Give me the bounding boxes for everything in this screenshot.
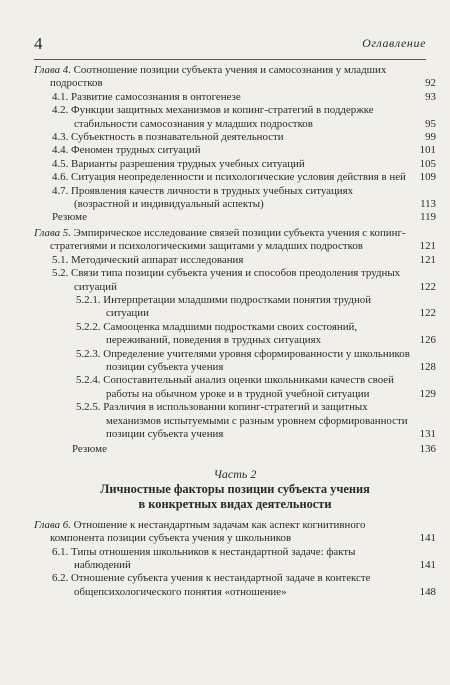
toc-entry — [34, 572, 436, 599]
toc-page-number: 122 — [419, 280, 436, 293]
toc-entry — [34, 443, 436, 456]
entry-text: Отношение к нестандартным задачам как аспект когнитивного компонента позиции субъекта учения у школьников — [50, 518, 366, 545]
entry-text: 4.2. Функции защитных механизмов и копинг-стратегий в поддержке стабильности самосознания у младших подростков — [52, 104, 374, 130]
entry-text: Резюме — [72, 443, 107, 456]
toc-page-number: 136 — [419, 443, 436, 456]
toc-entry — [34, 348, 436, 375]
toc-entry — [34, 64, 436, 91]
chapter-label: Глава 5. — [34, 226, 71, 239]
page-header — [34, 34, 426, 54]
toc-entry-title — [72, 443, 436, 456]
entry-text: 4.7. Проявления качеств личности в трудных учебных ситуациях (возрастной и индивидуальный аспекты) — [52, 184, 354, 211]
toc-page-number: 128 — [419, 360, 436, 373]
toc-entry — [34, 104, 436, 131]
part-label: Часть 2 — [213, 466, 257, 481]
header-rule — [34, 59, 426, 60]
toc-entry-title — [34, 294, 436, 321]
chapter-label: Глава 4. — [34, 64, 71, 76]
toc-entry-title — [52, 211, 436, 224]
entry-text: 4.4. Феномен трудных ситуаций — [52, 144, 201, 157]
entry-text: 4.3. Субъектность в познавательной деятельности — [52, 131, 284, 144]
entry-text: 5.2.1. Интерпретации младшими подростками понятия трудной ситуации — [76, 293, 372, 320]
toc-entry — [34, 185, 436, 212]
entry-text: 5.2.5. Различия в использовании копинг-стратегий и защитных механизмов испытуемыми с разным уровнем сформированности позиции субъекта учения — [76, 401, 408, 440]
toc-entry-title — [34, 267, 436, 294]
toc-entry — [34, 211, 436, 224]
entry-text: 5.2.3. Определение учителями уровня сформированности у школьников позиции субъекта учения — [76, 347, 410, 373]
toc-page-number: 92 — [425, 77, 436, 90]
page-number: 4 — [34, 34, 43, 53]
toc-entry-title — [34, 519, 436, 546]
toc-entry-title — [34, 321, 436, 348]
entry-text: 4.5. Варианты разрешения трудных учебных ситуаций — [52, 157, 305, 170]
toc-entry — [34, 294, 436, 321]
toc-page-number: 131 — [419, 427, 436, 440]
toc-page-number: 129 — [419, 387, 436, 400]
toc-entry — [34, 158, 436, 171]
toc-entry — [34, 254, 436, 267]
table-of-contents — [34, 64, 436, 599]
toc-entry-title — [34, 104, 436, 131]
entry-text: Соотношение позиции субъекта учения и самосознания у младших подростков — [50, 64, 387, 90]
entry-text: 4.6. Ситуация неопределенности и психологические условия действия в ней — [52, 171, 406, 184]
toc-entry-title — [34, 401, 436, 441]
toc-page-number: 141 — [419, 559, 436, 571]
toc-entry-title — [34, 254, 436, 267]
toc-entry — [34, 546, 436, 573]
toc-page-number: 126 — [419, 334, 436, 347]
toc-entry — [34, 144, 436, 157]
toc-entry — [34, 171, 436, 184]
chapter-label: Глава 6. — [34, 518, 71, 531]
toc-page-number: 109 — [419, 171, 436, 184]
toc-entry — [34, 401, 436, 441]
entry-text: 5.2.2. Самооценка младшими подростками своих состояний, переживаний, поведения в трудных ситуациях — [76, 320, 358, 347]
toc-entry-title — [34, 144, 436, 157]
toc-entry-title — [34, 171, 436, 184]
toc-entry-title — [34, 546, 436, 573]
toc-entry — [34, 91, 436, 104]
toc-page-number: 119 — [420, 211, 436, 224]
toc-entry — [34, 374, 436, 401]
toc-page-number: 101 — [419, 144, 436, 157]
toc-page-number: 113 — [420, 198, 436, 211]
entry-text: 5.2. Связи типа позиции субъекта учения и способов преодоления трудных ситуаций — [52, 267, 401, 293]
part-title-line1: Личностные факторы позиции субъекта учения — [100, 481, 370, 496]
part-heading — [34, 467, 436, 513]
toc-entry-title — [34, 374, 436, 401]
toc-page-number: 141 — [419, 532, 436, 545]
toc-entry — [34, 519, 436, 546]
toc-entry-title — [34, 91, 436, 104]
toc-entry — [34, 321, 436, 348]
toc-entry — [34, 131, 436, 144]
entry-text: 5.2.4. Сопоставительный анализ оценки школьниками качеств своей работы на обычном уроке и в трудной учебной ситуации — [76, 374, 394, 400]
toc-entry-title — [34, 131, 436, 144]
entry-text: 6.2. Отношение субъекта учения к нестандартной задаче в контексте общепсихологического понятия «отношение» — [52, 572, 371, 598]
toc-entry — [34, 267, 436, 294]
toc-entry-title — [34, 227, 436, 254]
entry-text: 5.1. Методический аппарат исследования — [52, 253, 244, 266]
toc-entry — [34, 227, 436, 254]
running-title: Оглавление — [362, 36, 426, 50]
toc-entry-title — [34, 185, 436, 212]
entry-text: 6.1. Типы отношения школьников к нестандартной задаче: факты наблюдений — [52, 545, 356, 571]
toc-page-number: 95 — [425, 117, 436, 130]
toc-entry-title — [34, 158, 436, 171]
entry-text: 4.1. Развитие самосознания в онтогенезе — [52, 90, 241, 103]
toc-page-number: 105 — [419, 157, 436, 170]
toc-entry-title — [34, 572, 436, 599]
toc-page-number: 121 — [419, 253, 436, 266]
toc-entry-title — [34, 348, 436, 375]
toc-section-part1 — [34, 64, 436, 457]
toc-page-number: 148 — [419, 585, 436, 598]
entry-text: Эмпирическое исследование связей позиции субъекта учения с копинг-стратегиями и психологическими защитами у младших подростков — [50, 226, 406, 253]
part-title-line2: в конкретных видах деятельности — [138, 497, 332, 512]
toc-page-number: 122 — [419, 307, 436, 320]
toc-entry-title — [34, 64, 436, 91]
toc-page-number: 121 — [419, 240, 436, 253]
toc-section-part2 — [34, 519, 436, 599]
toc-page-number: 93 — [425, 90, 436, 103]
entry-text: Резюме — [52, 211, 87, 224]
toc-page-number: 99 — [425, 131, 436, 144]
